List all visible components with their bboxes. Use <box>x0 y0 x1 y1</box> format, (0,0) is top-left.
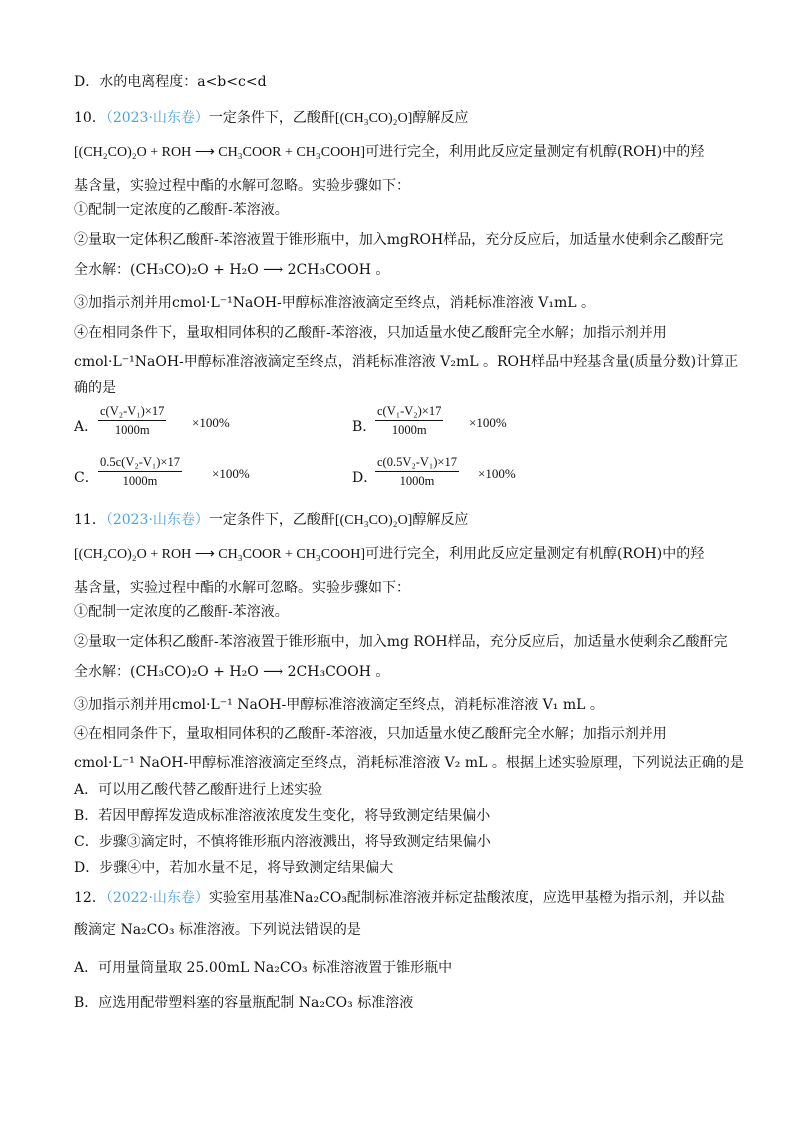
question-text: 醇解反应 <box>412 512 469 528</box>
denominator: 1000m <box>114 423 150 437</box>
step-2-line-1: ②量取一定体积乙酸酐-苯溶液置于锥形瓶中，加入mgROH样品，充分反应后，加适量水使剩余乙酸酐完 <box>74 232 724 248</box>
question-11-line-3: 基含量，实验过程中酯的水解可忽略。实验步骤如下： <box>74 580 410 596</box>
option-label: B． <box>352 419 377 435</box>
question-text: 一定条件下，乙酸酐 <box>208 512 335 528</box>
question-number: 10． <box>74 110 106 126</box>
question-text: 一定条件下，乙酸酐 <box>208 110 335 126</box>
question-10-line-2 <box>74 142 704 163</box>
question-source: （2023·山东卷） <box>105 110 209 126</box>
step-3: ③加指示剂并用cmol·L⁻¹NaOH-甲醇标准溶液滴定至终点，消耗标准溶液 V₁mL 。 <box>74 295 595 311</box>
formula: [(CH₃CO)₂O] <box>334 111 413 126</box>
question-text: 醇解反应 <box>412 110 469 126</box>
step-3: ③加指示剂并用cmol·L⁻¹ NaOH-甲醇标准溶液滴定至终点，消耗标准溶液 V₁ mL 。 <box>74 697 604 713</box>
numerator: c(V₁-V₂)×17 <box>375 404 443 421</box>
denominator: 1000m <box>391 423 427 437</box>
percent-suffix: ×100% <box>469 415 507 430</box>
question-12-line-2: 酸滴定 Na₂CO₃ 标准溶液。下列说法错误的是 <box>74 922 361 938</box>
numerator: c(0.5V₂-V₁)×17 <box>375 455 459 472</box>
option-a[interactable]: A．可以用乙酸代替乙酸酐进行上述实验 <box>74 782 323 798</box>
option-d[interactable]: D．步骤④中，若加水量不足，将导致测定结果偏大 <box>74 860 394 876</box>
option-label: A． <box>74 419 99 435</box>
question-10-line-3: 基含量，实验过程中酯的水解可忽略。实验步骤如下： <box>74 178 410 194</box>
question-text: 可进行完全，利用此反应定量测定有机醇(ROH)中的羟 <box>365 144 705 160</box>
formula: [(CH₃CO)₂O] <box>334 513 413 528</box>
percent-suffix: ×100% <box>212 466 250 481</box>
fraction <box>375 404 443 438</box>
denominator: 1000m <box>122 474 158 488</box>
question-12-line-1 <box>74 888 725 908</box>
step-4-line-3: 确的是 <box>74 380 116 396</box>
step-4-line-1: ④在相同条件下，量取相同体积的乙酸酐-苯溶液，只加适量水使乙酸酐完全水解；加指示剂并用 <box>74 726 667 742</box>
reaction-formula: [(CH₂CO)₂O + ROH ⟶ CH₃COOR + CH₃COOH] <box>74 547 366 562</box>
step-4-line-2: cmol·L⁻¹ NaOH-甲醇标准溶液滴定至终点，消耗标准溶液 V₂ mL 。根据上述实验原理，下列说法正确的是 <box>74 755 744 771</box>
step-1: ①配制一定浓度的乙酸酐-苯溶液。 <box>74 604 289 620</box>
option-label: C． <box>74 470 99 486</box>
question-11-line-1 <box>74 510 468 531</box>
question-10-line-1 <box>74 108 468 129</box>
question-source: （2022·山东卷） <box>105 890 209 906</box>
numerator: 0.5c(V₂-V₁)×17 <box>98 455 182 472</box>
fraction <box>375 455 459 489</box>
option-c[interactable]: C．步骤③滴定时，不慎将锥形瓶内溶液溅出，将导致测定结果偏小 <box>74 834 491 850</box>
step-1: ①配制一定浓度的乙酸酐-苯溶液。 <box>74 202 289 218</box>
step-2-line-1: ②量取一定体积乙酸酐-苯溶液置于锥形瓶中，加入mg ROH样品，充分反应后，加适量水使剩余乙酸酐完 <box>74 634 728 650</box>
question-number: 12． <box>74 890 106 906</box>
step-2-line-2: 全水解：(CH₃CO)₂O + H₂O ⟶ 2CH₃COOH 。 <box>74 664 390 680</box>
fraction <box>98 404 166 438</box>
option-d-previous: D．水的电离程度：a<b<c<d <box>74 74 267 90</box>
option-b[interactable]: B．若因甲醇挥发造成标准溶液浓度发生变化，将导致测定结果偏小 <box>74 808 491 824</box>
question-text: 可进行完全，利用此反应定量测定有机醇(ROH)中的羟 <box>365 546 705 562</box>
step-2-line-2: 全水解：(CH₃CO)₂O + H₂O ⟶ 2CH₃COOH 。 <box>74 262 390 278</box>
denominator: 1000m <box>399 474 435 488</box>
step-4-line-1: ④在相同条件下，量取相同体积的乙酸酐-苯溶液，只加适量水使乙酸酐完全水解；加指示剂并用 <box>74 325 667 341</box>
option-label: D． <box>352 470 378 486</box>
fraction <box>98 455 182 489</box>
percent-suffix: ×100% <box>192 415 230 430</box>
question-11-line-2 <box>74 544 704 565</box>
option-a[interactable]: A．可用量筒量取 25.00mL Na₂CO₃ 标准溶液置于锥形瓶中 <box>74 960 453 976</box>
question-text: 实验室用基准Na₂CO₃配制标准溶液并标定盐酸浓度，应选甲基橙为指示剂，并以盐 <box>208 890 725 906</box>
step-4-line-2: cmol·L⁻¹NaOH-甲醇标准溶液滴定至终点，消耗标准溶液 V₂mL 。ROH样品中羟基含量(质量分数)计算正 <box>74 354 739 370</box>
question-number: 11． <box>74 512 106 528</box>
percent-suffix: ×100% <box>478 466 516 481</box>
reaction-formula: [(CH₂CO)₂O + ROH ⟶ CH₃COOR + CH₃COOH] <box>74 145 366 160</box>
question-source: （2023·山东卷） <box>105 512 209 528</box>
option-b[interactable]: B．应选用配带塑料塞的容量瓶配制 Na₂CO₃ 标准溶液 <box>74 995 414 1011</box>
numerator: c(V₂-V₁)×17 <box>98 404 166 421</box>
